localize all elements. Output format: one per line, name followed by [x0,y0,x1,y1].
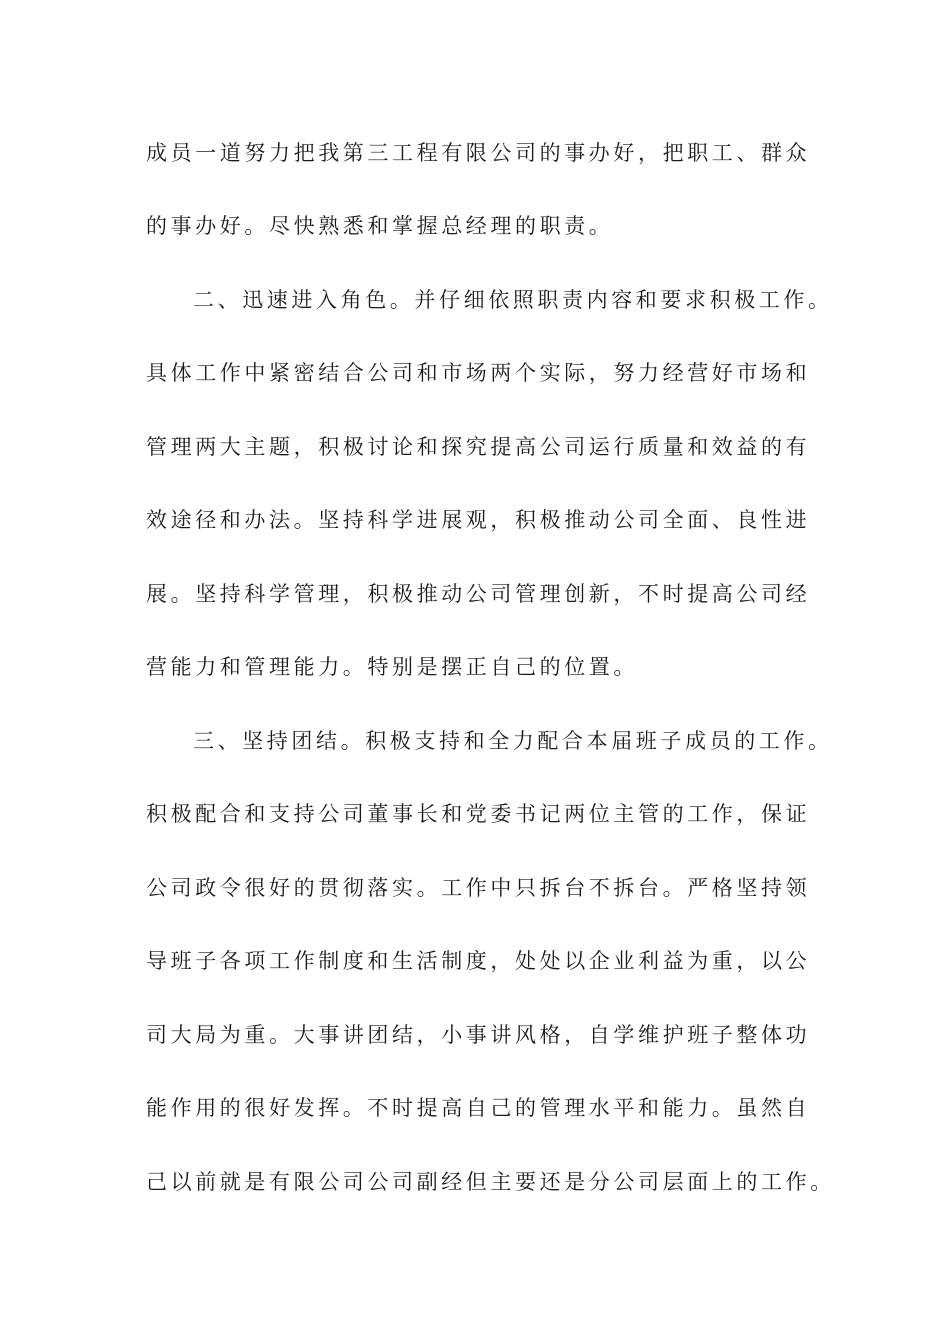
paragraph-line: 管理两大主题，积极讨论和探究提高公司运行质量和效益的有 [146,435,811,459]
paragraph-line: 营能力和管理能力。特别是摆正自己的位置。 [146,655,638,679]
paragraph-line: 二、迅速进入角色。并仔细依照职责内容和要求积极工作。 [193,288,833,312]
paragraph-line: 具体工作中紧密结合公司和市场两个实际，努力经营好市场和 [146,361,811,385]
paragraph-line: 己以前就是有限公司公司副经但主要还是分公司层面上的工作。 [146,1170,835,1194]
paragraph-line: 展。坚持科学管理，积极推动公司管理创新，不时提高公司经 [146,582,811,606]
paragraph-line: 司大局为重。大事讲团结，小事讲风格，自学维护班子整体功 [146,1023,811,1047]
paragraph-line: 积极配合和支持公司董事长和党委书记两位主管的工作，保证 [146,802,811,826]
paragraph-line: 能作用的很好发挥。不时提高自己的管理水平和能力。虽然自 [146,1096,811,1120]
paragraph-line: 的事办好。尽快熟悉和掌握总经理的职责。 [146,214,614,238]
paragraph-line: 公司政令很好的贯彻落实。工作中只拆台不拆台。严格坚持领 [146,876,811,900]
paragraph-line: 成员一道努力把我第三工程有限公司的事办好，把职工、群众 [146,141,811,165]
paragraph-line: 三、坚持团结。积极支持和全力配合本届班子成员的工作。 [193,729,833,753]
paragraph-line: 效途径和办法。坚持科学进展观，积极推动公司全面、良性进 [146,508,811,532]
paragraph-line: 导班子各项工作制度和生活制度，处处以企业利益为重，以公 [146,949,811,973]
